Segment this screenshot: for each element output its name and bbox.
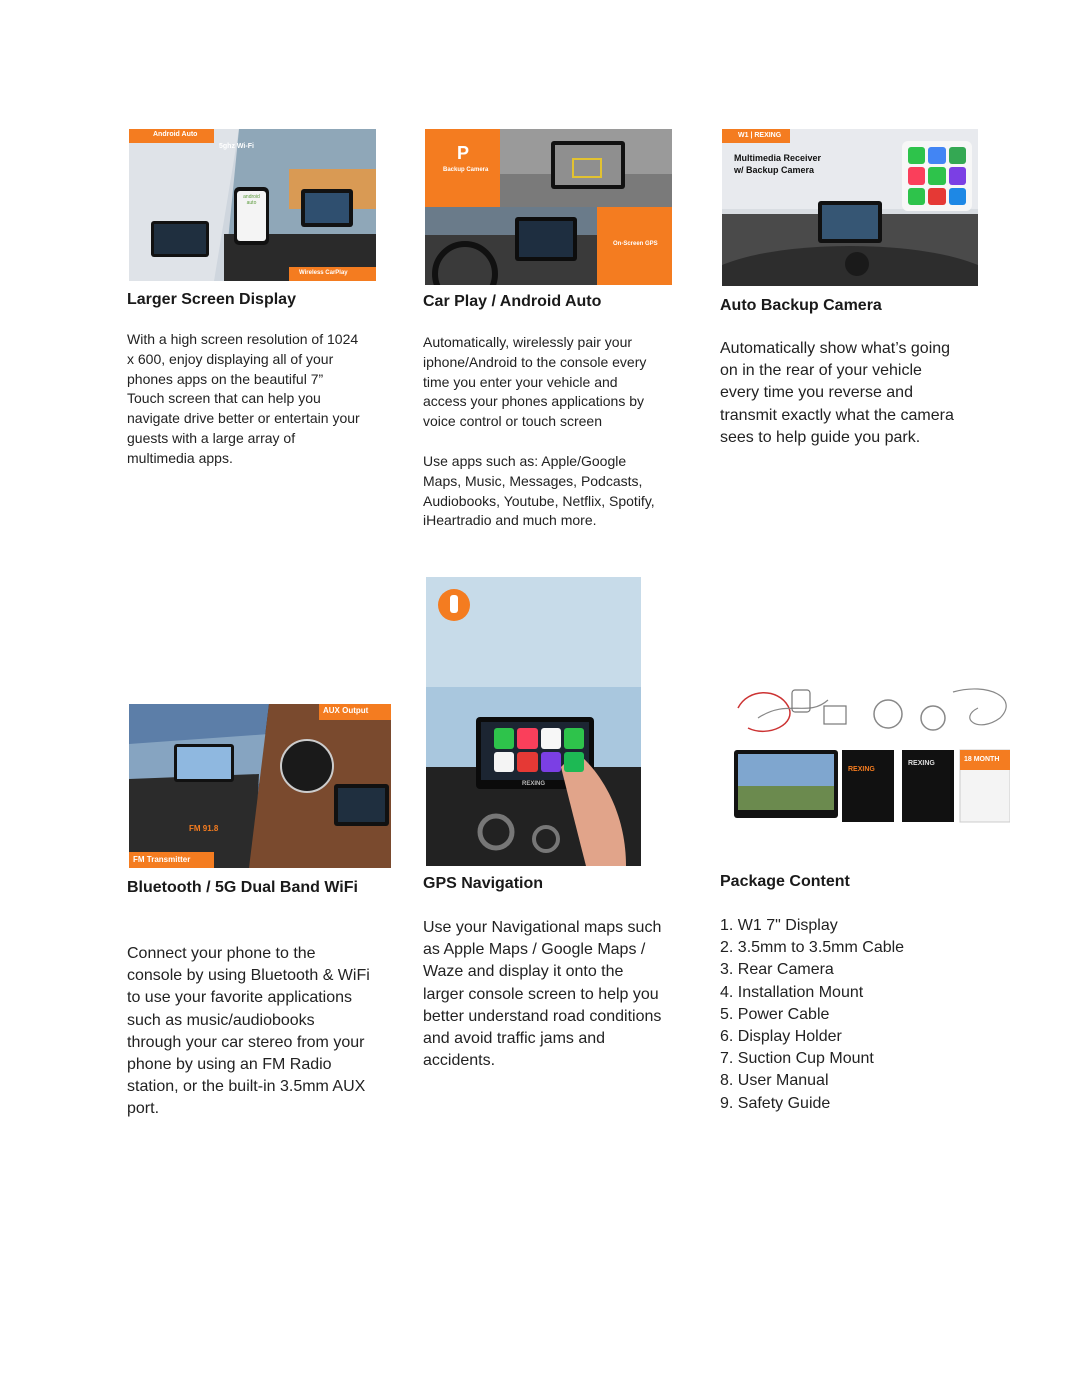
list-item: 6. Display Holder [720, 1028, 842, 1046]
section-body-larger-screen: With a high screen resolution of 1024 x 600, enjoy displaying all of your phones apps on the beautiful 7” Touch screen that can help you navigate drive better or entertain your guests with a large array of multimedia apps. [127, 331, 360, 466]
list-item: 3. Rear Camera [720, 961, 834, 979]
app-icon [494, 728, 514, 749]
package-content-list [720, 915, 980, 1115]
app-icon [949, 147, 966, 164]
section-body-carplay: Automatically, wirelessly pair your iphone/Android to the console every time you enter your vehicle and access your phones applications by voice control or touch screen [423, 334, 647, 430]
app-icon [928, 147, 945, 164]
app-icon [908, 188, 925, 205]
image-label-fm-frequency: FM 91.8 [189, 824, 219, 833]
app-icon [541, 752, 561, 773]
app-icon [949, 167, 966, 184]
image-label-rexing: REXING [522, 781, 546, 787]
app-icon [564, 752, 584, 773]
list-item: 4. Installation Mount [720, 983, 864, 1001]
list-item: 8. User Manual [720, 1072, 829, 1090]
image-label-multimedia-receiver: Multimedia Receiver [734, 153, 822, 163]
list-item: 2. 3.5mm to 3.5mm Cable [720, 939, 905, 957]
section-body-bluetooth-wifi: Connect your phone to the console by using Bluetooth & WiFi to use your favorite applications such as music/audiobooks through your car stereo from your phone by using an FM Radio station, or the built-in 3.5mm AUX port. [127, 945, 370, 1118]
image-label-wifi: 5ghz Wi-Fi [219, 143, 254, 150]
app-icon-grid [908, 147, 966, 205]
manual-rexing-label: REXING [848, 766, 875, 773]
section-title-backup-camera: Auto Backup Camera [720, 297, 882, 314]
image-label-p: P [457, 143, 470, 163]
image-label-aux-output: AUX Output [323, 706, 369, 715]
safety-guide-rexing-label: REXING [908, 760, 935, 767]
image-label-wireless-carplay: Wireless CarPlay [299, 270, 348, 276]
warranty-card-label: 18 MONTH [964, 756, 1000, 763]
section-title-bluetooth-wifi: Bluetooth / 5G Dual Band WiFi [127, 879, 358, 896]
section-title-carplay: Car Play / Android Auto [423, 293, 602, 310]
image-label-backup-camera: Backup Camera [443, 167, 489, 173]
list-item: 5. Power Cable [720, 1005, 830, 1023]
section-body-backup-camera: Automatically show what’s going on in the rear of your vehicle every time you reverse and transmit exactly what the camera sees to help guide you park. [720, 340, 954, 446]
image-label-fm-transmitter: FM Transmitter [133, 855, 191, 864]
app-icon [517, 752, 537, 773]
larger-screen-image [129, 129, 376, 281]
section-body-carplay-apps: Use apps such as: Apple/Google Maps, Music, Messages, Podcasts, Audiobooks, Youtube, Netflix, Spotify, iHeartradio and much more. [423, 453, 655, 529]
section-body-gps: Use your Navigational maps such as Apple Maps / Google Maps / Waze and display it onto the larger console screen to help you better understand road conditions and avoid traffic jams and accidents. [423, 919, 662, 1070]
image-label-phone-text: android auto [243, 194, 260, 206]
section-title-package: Package Content [720, 873, 850, 890]
list-item: 9. Safety Guide [720, 1094, 831, 1112]
app-icon [928, 167, 945, 184]
section-title-gps: GPS Navigation [423, 875, 544, 892]
app-icon [517, 728, 537, 749]
section-title-larger-screen: Larger Screen Display [127, 291, 296, 308]
backup-camera-image [722, 129, 978, 286]
carplay-android-image [425, 129, 672, 285]
gps-navigation-image [426, 577, 641, 866]
image-label-w1-rexing: W1 | REXING [738, 132, 782, 139]
image-label-onscreen-gps: On-Screen GPS [613, 241, 658, 247]
app-icon [928, 188, 945, 205]
app-icon [494, 752, 514, 773]
bluetooth-wifi-image [129, 704, 391, 868]
list-item: 1. W1 7" Display [720, 917, 838, 934]
app-icon [564, 728, 584, 749]
list-item: 7. Suction Cup Mount [720, 1050, 874, 1068]
app-icon [949, 188, 966, 205]
app-icon [908, 147, 925, 164]
image-label-with-backup-camera: w/ Backup Camera [734, 165, 815, 175]
gps-screen-app-grid [494, 728, 584, 772]
image-label-android-auto: Android Auto [153, 131, 198, 138]
package-content-image [728, 678, 1010, 824]
app-icon [541, 728, 561, 749]
app-icon [908, 167, 925, 184]
